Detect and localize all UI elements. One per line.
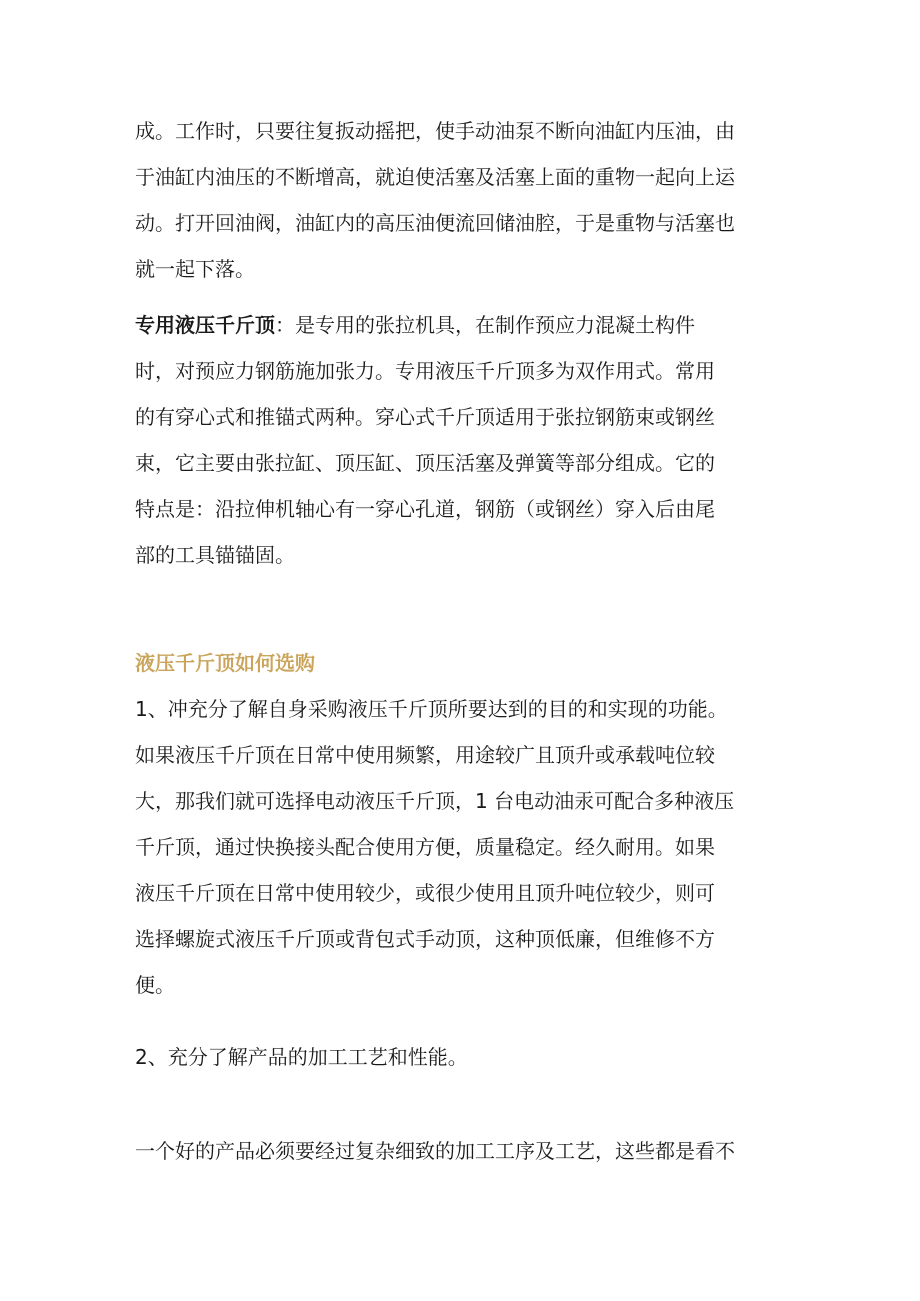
text-line: 2、充分了解产品的加工工艺和性能。: [135, 1045, 468, 1069]
text-line: 选择螺旋式液压千斤顶或背包式手动顶，这种顶低廉，但维修不方: [135, 927, 715, 951]
text-line: 部的工具锚锚固。: [135, 543, 295, 567]
term-special-jack: 专用液压千斤顶: [135, 313, 275, 337]
text-line: 的有穿心式和推锚式两种。穿心式千斤顶适用于张拉钢筋束或钢丝: [135, 405, 715, 429]
text-line: 特点是：沿拉伸机轴心有一穿心孔道，钢筋（或钢丝）穿入后由尾: [135, 497, 715, 521]
purchase-tip-1: [135, 686, 795, 1008]
term-definition: ：是专用的张拉机具，在制作预应力混凝土构件: [275, 313, 695, 337]
text-line: 时，对预应力钢筋施加张力。专用液压千斤顶多为双作用式。常用: [135, 359, 715, 383]
text-line: 如果液压千斤顶在日常中使用频繁，用途较广且顶升或承载吨位较: [135, 743, 715, 767]
purchase-tip-2: [135, 1034, 795, 1080]
text-line: 成。工作时，只要往复扳动摇把，使手动油泵不断向油缸内压油，由: [135, 119, 735, 143]
text-line: 束，它主要由张拉缸、顶压缸、顶压活塞及弹簧等部分组成。它的: [135, 451, 715, 475]
section-heading: 液压千斤顶如何选购: [135, 651, 315, 675]
text-line: 大，那我们就可选择电动液压千斤顶，1 台电动油汞可配合多种液压: [135, 789, 735, 813]
text-line: 就一起下落。: [135, 257, 255, 281]
text-line: 一个好的产品必须要经过复杂细致的加工工序及工艺，这些都是看不: [135, 1139, 735, 1163]
text-line: 动。打开回油阀，油缸内的高压油便流回储油腔，于是重物与活塞也: [135, 211, 735, 235]
paragraph-processing: [135, 1128, 795, 1174]
text-line: 便。: [135, 973, 175, 997]
text-line: [135, 302, 795, 348]
paragraph-hydraulic-operation: [135, 108, 795, 292]
text-line: 液压千斤顶在日常中使用较少，或很少使用且顶升吨位较少，则可: [135, 881, 715, 905]
text-line: 1、冲充分了解自身采购液压千斤顶所要达到的目的和实现的功能。: [135, 697, 728, 721]
text-line: 千斤顶，通过快换接头配合使用方便，质量稳定。经久耐用。如果: [135, 835, 715, 859]
section-purchase-guide: [135, 640, 795, 686]
paragraph-special-jack: [135, 302, 795, 578]
text-line: 于油缸内油压的不断增高，就迫使活塞及活塞上面的重物一起向上运: [135, 165, 735, 189]
